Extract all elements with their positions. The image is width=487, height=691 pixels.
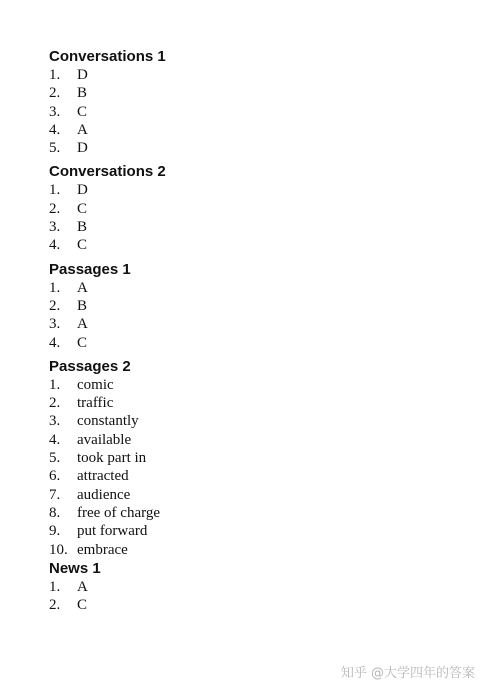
- answer-item: [49, 504, 469, 522]
- answer-item: [49, 412, 469, 430]
- item-number: 3.: [49, 103, 61, 120]
- item-number: 4.: [49, 431, 61, 448]
- item-number: 7.: [49, 486, 61, 503]
- section-title: Passages 2: [49, 357, 131, 375]
- item-number: 6.: [49, 468, 61, 485]
- answer-list: [49, 578, 469, 615]
- section-conversations-2: [49, 162, 469, 254]
- item-answer: C: [77, 334, 88, 351]
- answer-list: [49, 279, 469, 352]
- item-answer: constantly: [77, 413, 139, 430]
- item-answer: A: [77, 121, 88, 138]
- item-number: 1.: [49, 279, 61, 296]
- item-answer: A: [77, 578, 88, 595]
- item-number: 2.: [49, 297, 61, 314]
- answer-item: [49, 139, 469, 157]
- item-answer: D: [77, 67, 88, 83]
- item-answer: traffic: [77, 395, 114, 412]
- item-number: 2.: [49, 597, 61, 614]
- answer-item: [49, 486, 469, 504]
- answer-item: [49, 297, 469, 315]
- answer-item: [49, 121, 469, 139]
- item-number: 5.: [49, 140, 61, 157]
- item-answer: took part in: [77, 450, 147, 467]
- answer-list: [49, 181, 469, 254]
- item-number: 8.: [49, 504, 61, 521]
- section-title: Passages 1: [49, 260, 131, 278]
- answer-item: [49, 103, 469, 121]
- answer-item: [49, 84, 469, 102]
- section-passages-1: [49, 260, 469, 352]
- item-answer: C: [77, 200, 88, 217]
- item-number: 2.: [49, 85, 61, 102]
- answer-item: [49, 394, 469, 412]
- item-answer: attracted: [77, 468, 129, 485]
- item-number: 5.: [49, 450, 61, 467]
- item-number: 1.: [49, 578, 61, 595]
- answer-item: [49, 279, 469, 297]
- answer-item: [49, 522, 469, 540]
- answer-item: [49, 541, 469, 559]
- watermark: 知乎 @大学四年的答案: [340, 666, 475, 681]
- answer-item: [49, 449, 469, 467]
- item-number: 2.: [49, 395, 61, 412]
- item-number: 1.: [49, 182, 61, 199]
- item-number: 3.: [49, 413, 61, 430]
- item-answer: A: [77, 279, 88, 296]
- item-answer: B: [77, 219, 88, 236]
- answer-item: [49, 218, 469, 236]
- answer-item: [49, 66, 469, 84]
- answer-list: [49, 376, 469, 559]
- answer-item: [49, 236, 469, 254]
- item-answer: D: [77, 182, 88, 199]
- item-answer: embrace: [77, 541, 128, 558]
- answer-list: [49, 66, 469, 157]
- section-title: Conversations 1: [49, 48, 166, 65]
- answer-item: [49, 467, 469, 485]
- item-answer: B: [77, 85, 88, 102]
- item-number: 1.: [49, 67, 61, 83]
- item-answer: A: [77, 316, 88, 333]
- section-conversations-1: [49, 47, 469, 157]
- item-answer: D: [77, 140, 88, 157]
- answer-item: [49, 376, 469, 394]
- answer-item: [49, 181, 469, 199]
- item-answer: put forward: [77, 523, 148, 540]
- item-answer: free of charge: [77, 504, 160, 521]
- answer-item: [49, 596, 469, 614]
- section-news-1: [49, 559, 469, 615]
- item-answer: C: [77, 237, 88, 254]
- item-number: 2.: [49, 200, 61, 217]
- section-title: News 1: [49, 559, 101, 577]
- item-number: 4.: [49, 121, 61, 138]
- item-number: 10.: [49, 541, 68, 558]
- answer-key-document: [49, 47, 469, 619]
- item-number: 3.: [49, 219, 61, 236]
- item-number: 3.: [49, 316, 61, 333]
- item-number: 9.: [49, 523, 61, 540]
- item-number: 4.: [49, 334, 61, 351]
- item-answer: available: [77, 431, 132, 448]
- answer-item: [49, 315, 469, 333]
- section-title: Conversations 2: [49, 163, 166, 181]
- item-answer: C: [77, 597, 88, 614]
- item-answer: audience: [77, 486, 131, 503]
- answer-item: [49, 431, 469, 449]
- item-answer: B: [77, 297, 88, 314]
- answer-item: [49, 578, 469, 596]
- answer-item: [49, 334, 469, 352]
- item-answer: comic: [77, 376, 114, 393]
- item-number: 1.: [49, 376, 61, 393]
- section-passages-2: [49, 357, 469, 559]
- item-number: 4.: [49, 237, 61, 254]
- answer-item: [49, 200, 469, 218]
- item-answer: C: [77, 103, 88, 120]
